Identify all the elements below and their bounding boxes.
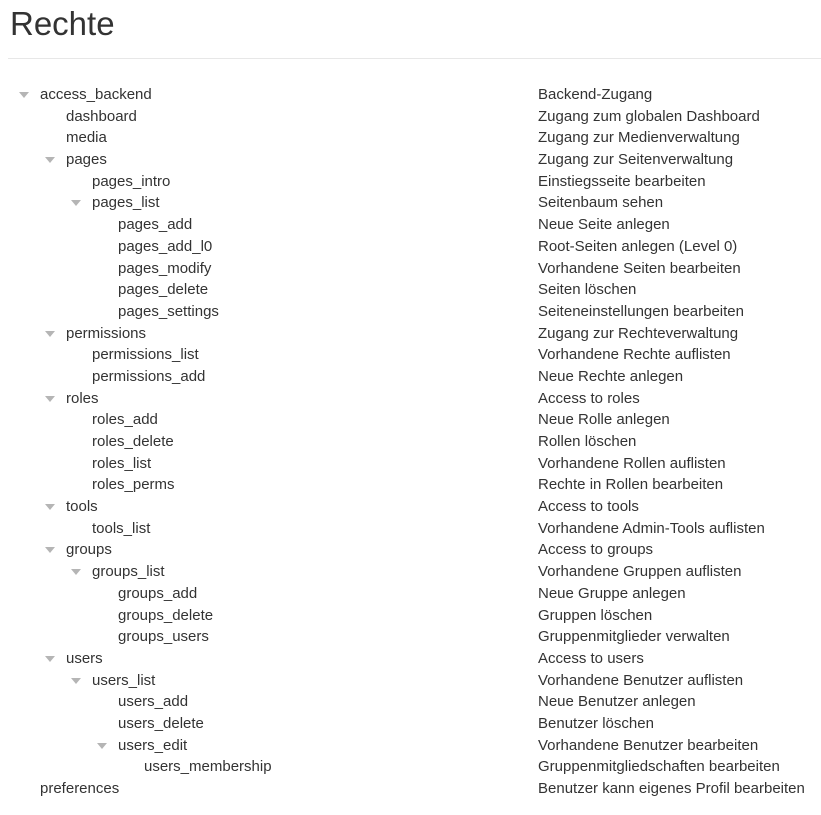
tree-node-key[interactable]: access_backend (40, 86, 152, 103)
tree-node-description: Gruppenmitgliedschaften bearbeiten (538, 758, 780, 776)
tree-node-key[interactable]: permissions_list (92, 346, 199, 364)
tree-node-description: Access to users (538, 649, 644, 667)
tree-node-description: Neue Rechte anlegen (538, 367, 684, 385)
collapse-arrow-icon[interactable] (71, 200, 81, 206)
tree-node-key[interactable]: groups_users (118, 628, 209, 646)
tree-node-key[interactable]: roles_list (92, 454, 152, 472)
tree-node-key[interactable]: roles_delete (92, 433, 174, 450)
tree-node-key[interactable]: roles_add (92, 411, 158, 429)
tree-row (0, 149, 821, 171)
tree-node-key[interactable]: users (66, 649, 103, 667)
tree-node-description: Neue Rolle anlegen (538, 411, 670, 429)
tree-node-key[interactable]: pages_list (92, 194, 160, 212)
tree-row (0, 431, 821, 453)
tree-node-description: Zugang zur Medienverwaltung (538, 129, 740, 147)
tree-node-key[interactable]: groups_delete (118, 606, 214, 624)
tree-node-key[interactable]: permissions (66, 324, 147, 342)
collapse-arrow-icon[interactable] (71, 569, 81, 575)
tree-node-description: Vorhandene Seiten bearbeiten (538, 259, 741, 277)
permissions-tree (0, 84, 821, 800)
tree-row (0, 648, 821, 670)
tree-node-key[interactable]: groups_add (118, 584, 198, 602)
title-divider (8, 58, 821, 59)
tree-node-key[interactable]: groups_list (92, 563, 165, 581)
tree-row (0, 388, 821, 410)
tree-node-key[interactable]: pages_add (118, 216, 193, 234)
tree-row (0, 778, 821, 800)
tree-row (0, 605, 821, 627)
tree-node-key[interactable]: pages_add_l0 (118, 237, 213, 255)
tree-row (0, 735, 821, 757)
collapse-arrow-icon[interactable] (97, 743, 107, 749)
tree-node-key[interactable]: pages_modify (118, 259, 212, 277)
tree-node-description: Vorhandene Rollen auflisten (538, 454, 726, 472)
tree-row (0, 518, 821, 540)
tree-row (0, 279, 821, 301)
tree-row (0, 474, 821, 496)
tree-node-description: Einstiegsseite bearbeiten (538, 172, 706, 190)
tree-row (0, 84, 821, 106)
tree-node-key[interactable]: permissions_add (92, 367, 206, 385)
tree-row (0, 236, 821, 258)
tree-node-description: Neue Seite anlegen (538, 216, 670, 234)
tree-node-key[interactable]: media (66, 129, 107, 147)
tree-node-description: Seiten löschen (538, 281, 637, 299)
tree-node-key[interactable]: users_list (92, 671, 156, 689)
tree-node-key[interactable]: users_delete (118, 714, 204, 732)
tree-row (0, 192, 821, 214)
tree-node-key[interactable]: groups (66, 541, 112, 559)
collapse-arrow-icon[interactable] (45, 157, 55, 163)
tree-row (0, 691, 821, 713)
tree-node-description: Vorhandene Benutzer bearbeiten (538, 736, 759, 754)
tree-node-description: Rollen löschen (538, 433, 637, 450)
tree-row (0, 583, 821, 605)
tree-node-key[interactable]: users_add (118, 693, 189, 711)
collapse-arrow-icon[interactable] (19, 92, 29, 98)
tree-row (0, 106, 821, 128)
tree-node-key[interactable]: users_edit (118, 736, 188, 754)
tree-node-description: Access to tools (538, 498, 639, 516)
tree-row (0, 561, 821, 583)
tree-node-key[interactable]: pages_intro (92, 172, 171, 190)
tree-node-description: Vorhandene Benutzer auflisten (538, 671, 744, 689)
collapse-arrow-icon[interactable] (45, 504, 55, 510)
tree-row (0, 258, 821, 280)
tree-node-key[interactable]: pages_settings (118, 302, 219, 320)
tree-node-description: Root-Seiten anlegen (Level 0) (538, 237, 738, 255)
tree-row (0, 453, 821, 475)
tree-row (0, 171, 821, 193)
page-title: Rechte (10, 5, 115, 42)
collapse-arrow-icon[interactable] (71, 678, 81, 684)
tree-node-description: Rechte in Rollen bearbeiten (538, 476, 724, 494)
tree-node-description: Neue Gruppe anlegen (538, 584, 686, 602)
tree-node-description: Vorhandene Rechte auflisten (538, 346, 731, 364)
tree-node-key[interactable]: roles_perms (92, 476, 175, 494)
tree-row (0, 626, 821, 648)
tree-row (0, 323, 821, 345)
tree-row (0, 344, 821, 366)
tree-node-description: Gruppen löschen (538, 606, 653, 624)
tree-row (0, 127, 821, 149)
tree-node-description: Backend-Zugang (538, 86, 653, 103)
collapse-arrow-icon[interactable] (45, 656, 55, 662)
tree-node-key[interactable]: dashboard (66, 107, 137, 125)
collapse-arrow-icon[interactable] (45, 396, 55, 402)
tree-row (0, 214, 821, 236)
collapse-arrow-icon[interactable] (45, 331, 55, 337)
tree-row (0, 366, 821, 388)
tree-row (0, 713, 821, 735)
tree-row (0, 539, 821, 561)
tree-node-description: Vorhandene Admin-Tools auflisten (538, 519, 765, 537)
tree-node-description: Benutzer kann eigenes Profil bearbeiten (538, 780, 805, 797)
tree-node-key[interactable]: tools (66, 498, 98, 516)
tree-node-key[interactable]: tools_list (92, 519, 151, 537)
tree-row (0, 756, 821, 778)
tree-node-description: Neue Benutzer anlegen (538, 693, 696, 711)
tree-node-key[interactable]: pages (66, 151, 107, 169)
tree-node-description: Seitenbaum sehen (538, 194, 664, 212)
tree-node-description: Access to groups (538, 541, 654, 559)
tree-node-key[interactable]: roles (66, 389, 99, 407)
tree-node-description: Vorhandene Gruppen auflisten (538, 563, 742, 581)
tree-row (0, 301, 821, 323)
tree-node-key[interactable]: preferences (40, 780, 120, 797)
tree-node-description: Gruppenmitglieder verwalten (538, 628, 730, 646)
tree-row (0, 670, 821, 692)
tree-node-description: Access to roles (538, 389, 640, 407)
tree-node-key[interactable]: users_membership (144, 758, 272, 776)
tree-node-description: Seiteneinstellungen bearbeiten (538, 302, 744, 320)
tree-row (0, 496, 821, 518)
tree-node-description: Benutzer löschen (538, 714, 654, 732)
tree-row (0, 409, 821, 431)
collapse-arrow-icon[interactable] (45, 547, 55, 553)
tree-node-description: Zugang zur Seitenverwaltung (538, 151, 734, 169)
tree-node-description: Zugang zur Rechteverwaltung (538, 324, 739, 342)
tree-node-description: Zugang zum globalen Dashboard (538, 107, 760, 125)
tree-node-key[interactable]: pages_delete (118, 281, 209, 299)
